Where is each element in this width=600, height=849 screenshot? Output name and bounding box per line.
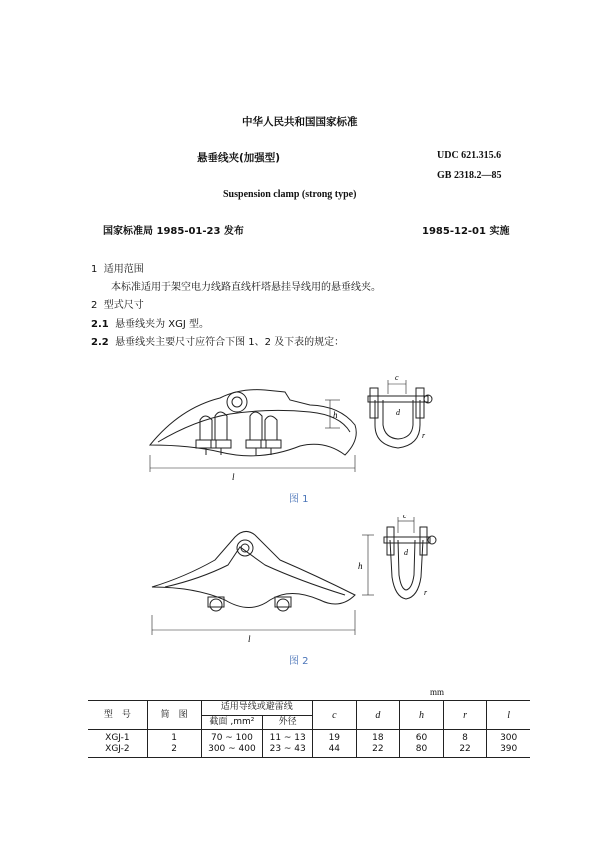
cell-section: 300 ~ 400	[201, 744, 263, 758]
header-applicable-conductor: 适用导线或避雷线	[201, 701, 313, 716]
figure-1-drawing	[140, 370, 440, 490]
section-number: 1	[91, 264, 98, 275]
header-sketch: 简 图	[147, 701, 201, 730]
table-row	[88, 730, 530, 745]
header-h: h	[400, 701, 444, 730]
section-number: 2.2	[91, 337, 109, 348]
fig1-label-d: d	[396, 408, 400, 417]
dimension-table	[88, 700, 530, 758]
header-section: 截面 ,mm²	[201, 715, 263, 730]
cell-r: 22	[443, 744, 487, 758]
section-text: 型式尺寸	[103, 300, 144, 311]
cell-section: 70 ~ 100	[201, 730, 263, 745]
cell-d: 18	[356, 730, 400, 745]
header-l: l	[487, 701, 530, 730]
fig1-label-h: h	[333, 410, 338, 420]
fig1-label-r: r	[422, 431, 426, 440]
cell-model: XGJ-1	[105, 733, 130, 743]
cell-h: 60	[400, 730, 444, 745]
cell-h: 80	[400, 744, 444, 758]
section-1	[91, 260, 144, 275]
header-d: d	[356, 701, 400, 730]
cell-c: 44	[313, 744, 357, 758]
header-model: 型 号	[88, 701, 147, 730]
fig2-label-l: l	[248, 634, 251, 644]
section-text: 悬垂线夹为 XGJ 型。	[115, 319, 209, 330]
fig2-label-r: r	[424, 588, 428, 597]
section-text: 适用范围	[103, 264, 144, 275]
figure-2-caption: 图 2	[289, 656, 309, 667]
header-c: c	[313, 701, 357, 730]
section-text: 悬垂线夹主要尺寸应符合下图 1、2 及下表的规定：	[115, 337, 345, 348]
fig2-label-h: h	[358, 561, 363, 571]
cell-diameter: 23 ~ 43	[263, 744, 313, 758]
document-title-cn: 悬垂线夹(加强型)	[197, 152, 281, 164]
section-2-2	[91, 333, 344, 348]
section-1-body: 本标准适用于架空电力线路直线杆塔悬挂导线用的悬垂线夹。	[111, 282, 381, 293]
cell-sketch: 2	[147, 744, 201, 758]
fig1-label-l: l	[232, 472, 235, 482]
fig1-label-c: c	[395, 373, 399, 382]
section-number: 2.1	[91, 319, 109, 330]
gb-number: GB 2318.2—85	[437, 170, 502, 181]
figure-1-caption: 图 1	[289, 494, 309, 505]
effective-date: 1985-12-01 实施	[422, 226, 510, 237]
section-2	[91, 296, 144, 311]
cell-l: 390	[487, 744, 530, 758]
cell-r: 8	[443, 730, 487, 745]
issue-date: 国家标准局 1985-01-23 发布	[103, 226, 244, 237]
cell-diameter: 11 ~ 13	[263, 730, 313, 745]
cell-model: XGJ-2	[88, 744, 147, 758]
header-r: r	[443, 701, 487, 730]
table-row	[88, 744, 530, 758]
figure-2-drawing	[140, 515, 450, 650]
fig2-label-d: d	[404, 548, 408, 557]
udc-number: UDC 621.315.6	[437, 150, 502, 161]
section-number: 2	[91, 300, 98, 311]
document-title-en: Suspension clamp (strong type)	[223, 189, 357, 200]
header-diameter: 外径	[263, 715, 313, 730]
national-standard-title: 中华人民共和国国家标准	[242, 116, 358, 128]
fig2-label-c: c	[403, 515, 407, 520]
cell-c: 19	[313, 730, 357, 745]
cell-d: 22	[356, 744, 400, 758]
section-2-1	[91, 315, 209, 330]
cell-l: 300	[487, 730, 530, 745]
table-unit: mm	[430, 687, 445, 697]
cell-sketch: 1	[147, 730, 201, 745]
